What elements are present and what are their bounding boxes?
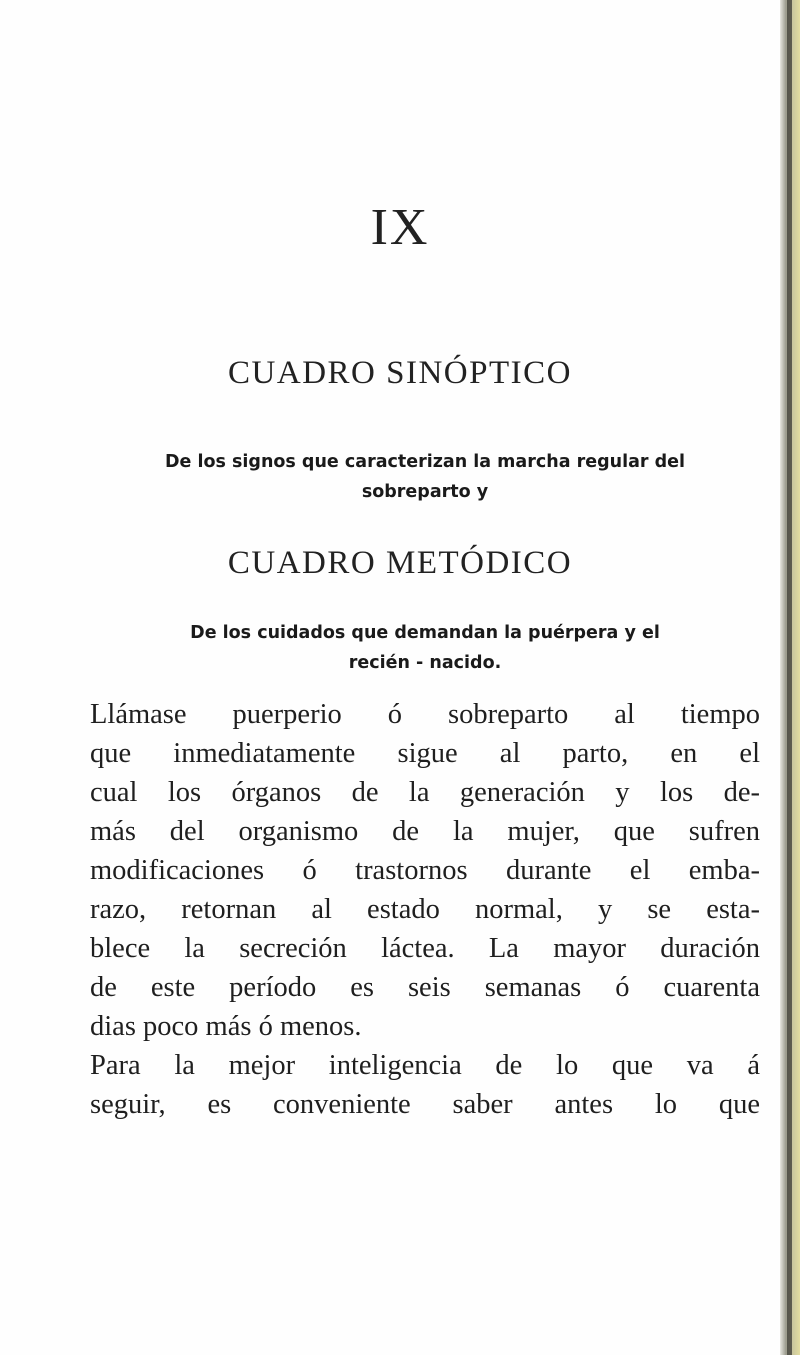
body-line: dias poco más ó menos. (90, 1011, 362, 1042)
chapter-number: IX (370, 199, 430, 256)
body-line: seguir, es conveniente saber antes lo que (90, 1089, 760, 1120)
body-line: razo, retornan al estado normal, y se esta- (90, 894, 760, 925)
subtitle-line: De los signos que caracterizan la marcha regular del (164, 452, 686, 472)
section-title-methodic: CUADRO METÓDICO (227, 545, 573, 581)
subtitle-line: sobreparto y (361, 482, 489, 502)
body-line: cual los órganos de la generación y los de- (90, 777, 760, 808)
section-subtitle-methodic (75, 618, 775, 678)
body-line: Llámase puerperio ó sobreparto al tiempo (90, 699, 760, 730)
body-line: blece la secreción láctea. La mayor duración (90, 933, 760, 964)
subtitle-line: De los cuidados que demandan la puérpera y el (190, 623, 660, 643)
section-subtitle-synoptic (75, 447, 775, 507)
section-title-synoptic: CUADRO SINÓPTICO (228, 355, 572, 391)
subtitle-line: recién - nacido. (348, 653, 502, 673)
body-line: que inmediatamente sigue al parto, en el (90, 738, 760, 769)
body-paragraphs (90, 695, 760, 1124)
body-line: más del organismo de la mujer, que sufren (90, 816, 760, 847)
body-line: modificaciones ó trastornos durante el emba- (90, 855, 760, 886)
body-line: Para la mejor inteligencia de lo que va á (90, 1050, 760, 1081)
body-line: de este período es seis semanas ó cuarenta (90, 972, 760, 1003)
